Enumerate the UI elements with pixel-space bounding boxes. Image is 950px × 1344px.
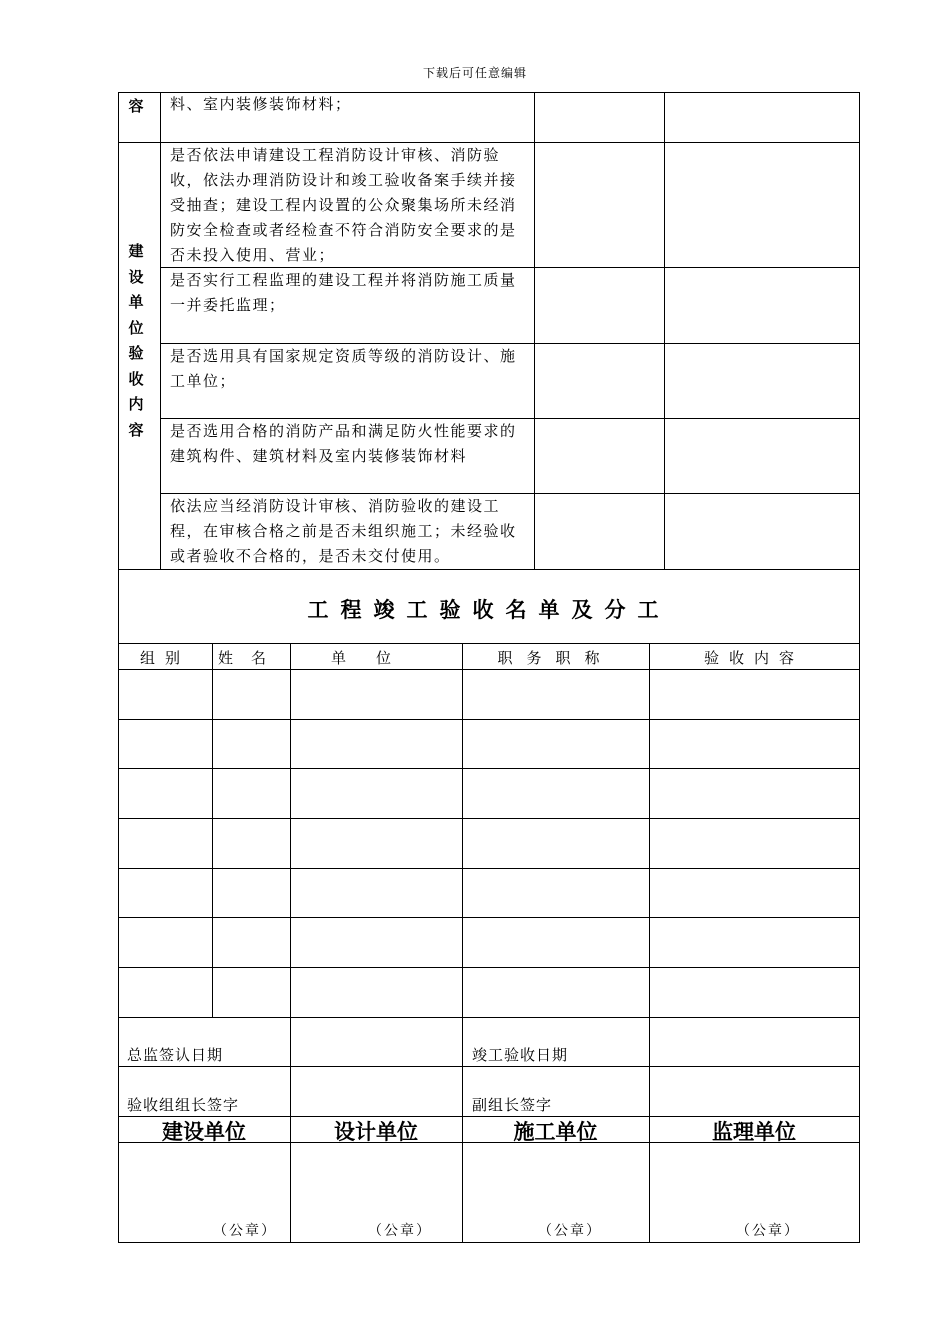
unit-supervisor: 监理单位 xyxy=(712,1120,796,1144)
item-line: 是否选用具有国家规定资质等级的消防设计、施 xyxy=(170,347,517,365)
item-line: 建筑构件、建筑材料及室内装修装饰材料 xyxy=(170,447,468,465)
side-char: 验 xyxy=(128,344,144,362)
side-label xyxy=(126,239,146,443)
side-char: 位 xyxy=(128,318,144,337)
chief-supervisor-date-label: 总监签认日期 xyxy=(127,1046,224,1064)
header-note: 下载后可任意编辑 xyxy=(422,66,527,80)
item-line: 收，依法办理消防设计和竣工验收备案手续并接 xyxy=(170,171,517,189)
roster-title: 工程竣工验收名单及分工 xyxy=(307,597,671,622)
seal-supervisor: （公章） xyxy=(736,1223,800,1239)
leader-sign-label: 验收组组长签字 xyxy=(127,1096,240,1114)
seal-builder: （公章） xyxy=(538,1223,602,1239)
deputy-sign-label: 副组长签字 xyxy=(472,1096,553,1114)
side-char: 内 xyxy=(128,395,144,413)
item-line: 依法应当经消防设计审核、消防验收的建设工 xyxy=(170,497,501,515)
seal-design: （公章） xyxy=(368,1223,432,1239)
completion-date-label: 竣工验收日期 xyxy=(472,1046,569,1064)
col-title: 职务职称 xyxy=(497,649,614,667)
col-group: 组别 xyxy=(139,649,190,667)
item-3 xyxy=(170,344,517,394)
item-4 xyxy=(170,419,517,469)
item-line: 是否实行工程监理的建设工程并将消防施工质量 xyxy=(170,271,517,289)
side-char: 单 xyxy=(128,293,144,311)
content-label: 容 xyxy=(128,97,144,115)
unit-construction: 建设单位 xyxy=(162,1120,246,1144)
item-line: 防安全检查或者经检查不符合消防安全要求的是 xyxy=(170,221,517,239)
item-2 xyxy=(170,268,517,318)
col-unit: 单位 xyxy=(330,649,421,667)
item-5 xyxy=(170,494,517,569)
side-char: 容 xyxy=(128,420,144,439)
col-name: 姓名 xyxy=(217,649,284,667)
unit-design: 设计单位 xyxy=(334,1120,418,1144)
item-line: 一并委托监理； xyxy=(170,296,286,314)
item-line: 是否选用合格的消防产品和满足防火性能要求的 xyxy=(170,422,517,440)
side-char: 建 xyxy=(128,242,144,260)
seal-construction: （公章） xyxy=(213,1223,277,1239)
side-char: 收 xyxy=(128,369,144,388)
item-line: 是否依法申请建设工程消防设计审核、消防验 xyxy=(170,146,501,164)
unit-builder: 施工单位 xyxy=(513,1120,598,1144)
item-line: 工单位； xyxy=(170,372,237,390)
col-content: 验收内容 xyxy=(703,649,804,667)
item-line: 或者验收不合格的，是否未交付使用。 xyxy=(170,547,451,565)
item-1 xyxy=(170,143,517,268)
item-line: 程，在审核合格之前是否未组织施工；未经验收 xyxy=(170,522,517,540)
item-line: 否未投入使用、营业； xyxy=(170,246,336,264)
content-text: 料、室内装修装饰材料； xyxy=(170,95,352,113)
item-line: 受抽查；建设工程内设置的公众聚集场所未经消 xyxy=(170,196,517,214)
side-char: 设 xyxy=(128,267,144,286)
